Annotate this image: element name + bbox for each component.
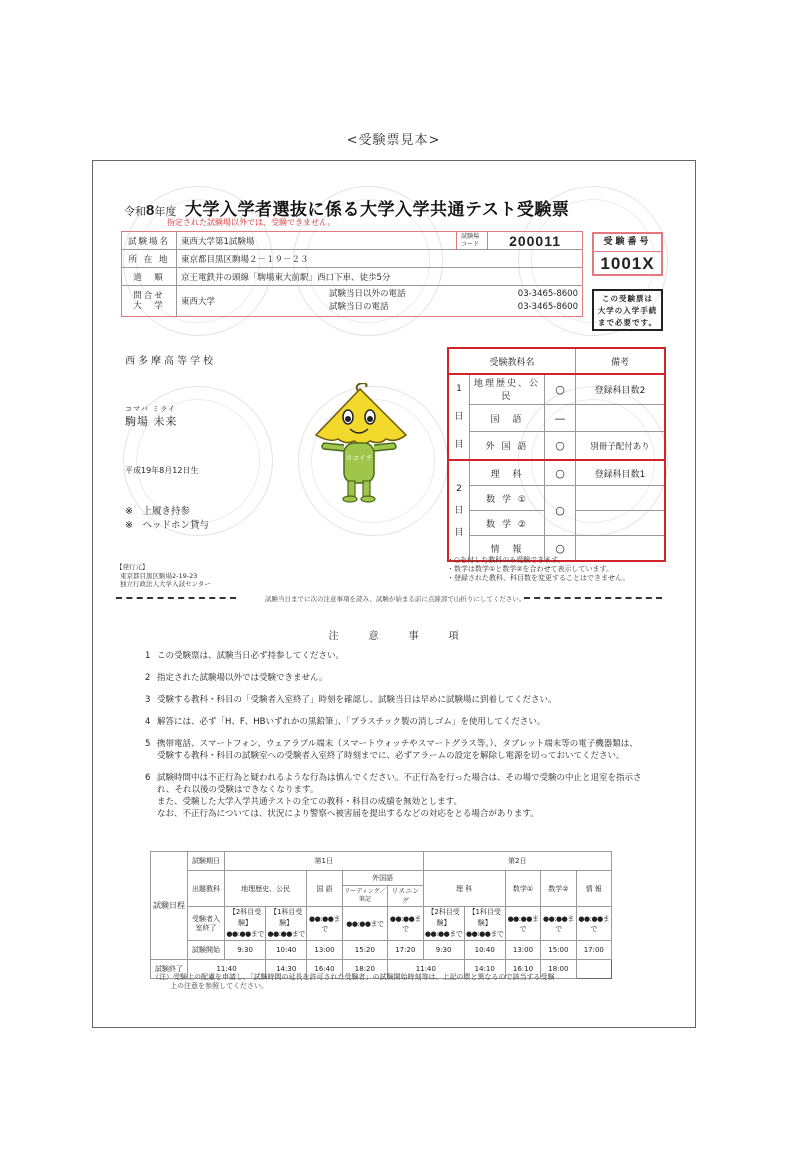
caution-item: 6 試験時間中は不正行為と疑われるような行為は慎んでください。不正行為を行った場合は、その場で受験の中止と退室を指示され、それ以後の受験はできなくなります。 また、受験した大学入学共通テストの全ての教科・科目の成績を無効とします。 なお、不正行為については、状況により警察へ被害届を提出するなどの対応をとる場合があります。 <box>145 773 642 819</box>
subject-reading: リーディング／筆記 <box>342 886 387 907</box>
publisher-label: 【発行元】 <box>116 563 149 571</box>
venue-label: 試験場名 <box>122 232 177 250</box>
subject-remark: 登録科目数2 <box>576 374 666 404</box>
footnote-line: （注）受験上の配慮を申請し、「試験時間の延長を許可された受験者」の試験開始時刻等は、上記の票と異なるので該当する受験 <box>152 973 555 981</box>
day1-label: 1 日 目 <box>448 374 470 460</box>
start-geo-2: 9:30 <box>225 941 266 960</box>
schedule-footnote <box>152 973 555 991</box>
subject-jp: 国 語 <box>307 871 342 907</box>
subject-remark <box>576 486 666 511</box>
exam-number-value: 1001X <box>600 254 655 273</box>
start-sci-1: 10:40 <box>464 941 505 960</box>
subjects-note: ・○を付した教科のみ受験できます。 <box>447 556 565 564</box>
phone-other-label: 試験当日以外の電話 <box>329 289 406 299</box>
keep-notice-line: 大学の入学手続 <box>597 306 658 315</box>
subject-mark: ○ <box>545 486 576 536</box>
subject-mark: ○ <box>545 432 576 460</box>
cautions-title: 注意事項 <box>328 631 489 642</box>
subject-mark: ○ <box>545 460 576 486</box>
exam-number-label: 受験番号 <box>594 234 661 252</box>
schedule-start-row <box>151 941 612 960</box>
year-number: 8 <box>146 202 155 219</box>
row-label: 受験者入室終了 <box>188 907 225 941</box>
subjects-header-remarks: 備考 <box>576 348 666 374</box>
subject-name: 数 学 ① <box>470 486 545 511</box>
subject-mark: — <box>545 404 576 432</box>
end-geo: 11:40 <box>188 960 266 979</box>
entry-jp: ●●:●●まで <box>307 907 342 941</box>
schedule-entry-row <box>151 907 612 941</box>
date-of-birth: 平成19年8月12日生 <box>125 466 199 475</box>
address-label: 所 在 地 <box>122 250 177 268</box>
end-sci: 11:40 <box>388 960 465 979</box>
subject-row <box>448 460 665 486</box>
keep-notice-line: まで必要です。 <box>598 318 657 327</box>
subjects-header-row <box>448 348 665 374</box>
note-headphones: ※ ヘッドホン貸与 <box>125 520 209 531</box>
mascot-label: ヨコイチ <box>345 454 373 462</box>
note-indoor-shoes: ※ 上履き持参 <box>125 506 190 517</box>
end-math1: 14:10 <box>464 960 505 979</box>
contact-row <box>122 286 583 317</box>
subject-mark: ○ <box>545 374 576 404</box>
subjects-note: ・数学は数学①と数学②を合わせて表示しています。 <box>447 565 613 573</box>
caution-item: 3 受験する教科・科目の「受験者入室終了」時刻を確認し、試験当日は早めに試験場に到着してください。 <box>145 695 557 705</box>
fold-instruction: 試験当日までに次の注意事項を読み、試験が始まる前に点線部で山折りにしてください。 <box>265 595 526 603</box>
subject-info: 情 報 <box>576 871 611 907</box>
schedule-subject-row <box>151 871 612 886</box>
subjects-notes <box>447 556 629 583</box>
row-label: 試験期日 <box>188 852 225 871</box>
route-value: 京王電鉄井の頭線「駒場東大前駅」西口下車、徒歩5分 <box>177 268 583 286</box>
subject-sci: 理 科 <box>423 871 505 907</box>
end-math2: 16:10 <box>505 960 540 979</box>
publisher-info <box>116 563 211 589</box>
subject-mark: ○ <box>545 536 576 562</box>
start-listening: 17:20 <box>388 941 423 960</box>
phone-labels <box>325 286 457 317</box>
row-label: 試験終了 <box>151 960 188 979</box>
venue-code-label: 試験場 コード <box>457 232 488 250</box>
venue-info-table <box>121 231 583 317</box>
phone-day: 03-3465-8600 <box>517 302 578 312</box>
subject-row <box>448 374 665 404</box>
exam-number-box <box>592 232 663 276</box>
cautions-list <box>145 650 645 830</box>
subject-row <box>448 432 665 460</box>
examinee-name: 駒場 未来 <box>125 415 178 428</box>
start-geo-1: 10:40 <box>266 941 307 960</box>
venue-warning: 指定された試験場以外では、受験できません。 <box>167 218 336 227</box>
subject-name: 情 報 <box>470 536 545 562</box>
mascot-icon <box>310 383 410 503</box>
fold-line-right <box>524 597 662 599</box>
entry-reading: ●●:●●まで <box>342 907 387 941</box>
fold-line-left <box>116 597 236 599</box>
end-jp: 14:30 <box>266 960 307 979</box>
contact-university: 東西大学 <box>177 286 326 317</box>
end-info: 18:00 <box>541 960 576 979</box>
sample-title: <受験票見本> <box>346 133 441 148</box>
start-jp: 13:00 <box>307 941 342 960</box>
end-reading: 16:40 <box>307 960 342 979</box>
subject-name: 数 学 ② <box>470 511 545 536</box>
venue-row <box>122 232 583 250</box>
start-sci-2: 9:30 <box>423 941 464 960</box>
subject-row <box>448 486 665 511</box>
day2-header: 第2日 <box>423 852 611 871</box>
caution-item: 4 解答には、必ず「H、F、HBいずれかの黒鉛筆」、「プラスチック製の消しゴム」を使用してください。 <box>145 717 546 727</box>
publisher-org: 独立行政法人大学入試センター <box>120 580 211 588</box>
schedule-side-label: 試験日程 <box>151 852 188 960</box>
subject-geo: 地理歴史、公民 <box>225 871 307 907</box>
entry-geo-1: 【1科目受験】 ●●:●●まで <box>266 907 307 941</box>
address-value: 東京都目黒区駒場２－１９－２３ <box>177 250 583 268</box>
start-math1: 13:00 <box>505 941 540 960</box>
subject-listening: リスニング <box>388 886 423 907</box>
entry-math1: ●●:●●まで <box>505 907 540 941</box>
footnote-line: 上の注意を参照してください。 <box>170 982 268 990</box>
schedule-date-row <box>151 852 612 871</box>
entry-sci-1: 【1科目受験】 ●●:●●まで <box>464 907 505 941</box>
subject-row <box>448 404 665 432</box>
row-label: 試験開始 <box>188 941 225 960</box>
subjects-header-name: 受験教科名 <box>448 348 576 374</box>
venue-name: 東西大学第1試験場 <box>181 236 255 247</box>
subject-math1: 数学① <box>505 871 540 907</box>
row-label: 出題教科 <box>188 871 225 907</box>
subject-name: 国 語 <box>470 404 545 432</box>
start-info: 17:00 <box>576 941 611 960</box>
subjects-table <box>447 347 666 562</box>
subject-remark: 別冊子配付あり <box>576 432 666 460</box>
schedule-table <box>150 851 612 979</box>
venue-code: 200011 <box>509 232 562 249</box>
contact-label: 問合せ 大 学 <box>122 286 177 317</box>
end-listening: 18:20 <box>342 960 387 979</box>
entry-geo-2: 【2科目受験】 ●●:●●まで <box>225 907 266 941</box>
caution-item: 2 指定された試験場以外では受験できません。 <box>145 673 328 683</box>
subject-remark: 登録科目数1 <box>576 460 666 486</box>
caution-item: 1 この受験票は、試験当日必ず持参してください。 <box>145 651 345 661</box>
subject-name: 外 国 語 <box>470 432 545 460</box>
subject-remark <box>576 404 666 432</box>
publisher-address: 東京都目黒区駒場2-19-23 <box>120 571 198 580</box>
subject-name: 理 科 <box>470 460 545 486</box>
entry-math2: ●●:●●まで <box>541 907 576 941</box>
subject-remark <box>576 511 666 536</box>
route-label: 道 順 <box>122 268 177 286</box>
subjects-note: ・登録された教科、科目数を変更することはできません。 <box>447 574 630 582</box>
day2-label: 2 日 目 <box>448 460 470 561</box>
phone-numbers <box>457 286 583 317</box>
route-row <box>122 268 583 286</box>
era: 令和 <box>124 205 146 218</box>
ticket-title: 大学入学者選抜に係る大学入学共通テスト受験票 <box>185 200 570 220</box>
subject-foreign: 外国語 <box>342 871 423 886</box>
caution-item: 5 携帯電話、スマートフォン、ウェアラブル端末（スマートウォッチやスマートグラス等。）、タブレット端末等の電子機器類は、受験する教科・科目の試験室への受験者入室終了時刻までに、必ずアラームの設定を解除し電源を切っておいてください。 <box>145 739 638 761</box>
phone-other: 03-3465-8600 <box>517 289 578 299</box>
phone-day-label: 試験当日の電話 <box>329 302 389 312</box>
entry-info: ●●:●●まで <box>576 907 611 941</box>
start-math2: 15:00 <box>541 941 576 960</box>
start-reading: 15:20 <box>342 941 387 960</box>
school-name: 西多摩高等学校 <box>125 356 216 367</box>
day1-header: 第1日 <box>225 852 424 871</box>
keep-notice-box <box>592 289 663 331</box>
year-suffix: 年度 <box>154 205 177 218</box>
subject-name: 地理歴史、公民 <box>470 374 545 404</box>
keep-notice-line: この受験票は <box>602 294 653 303</box>
entry-listening: ●●:●●まで <box>388 907 423 941</box>
entry-sci-2: 【2科目受験】 ●●:●●まで <box>423 907 464 941</box>
name-kana: コマバ ミライ <box>125 405 176 413</box>
subject-math2: 数学② <box>541 871 576 907</box>
address-row <box>122 250 583 268</box>
